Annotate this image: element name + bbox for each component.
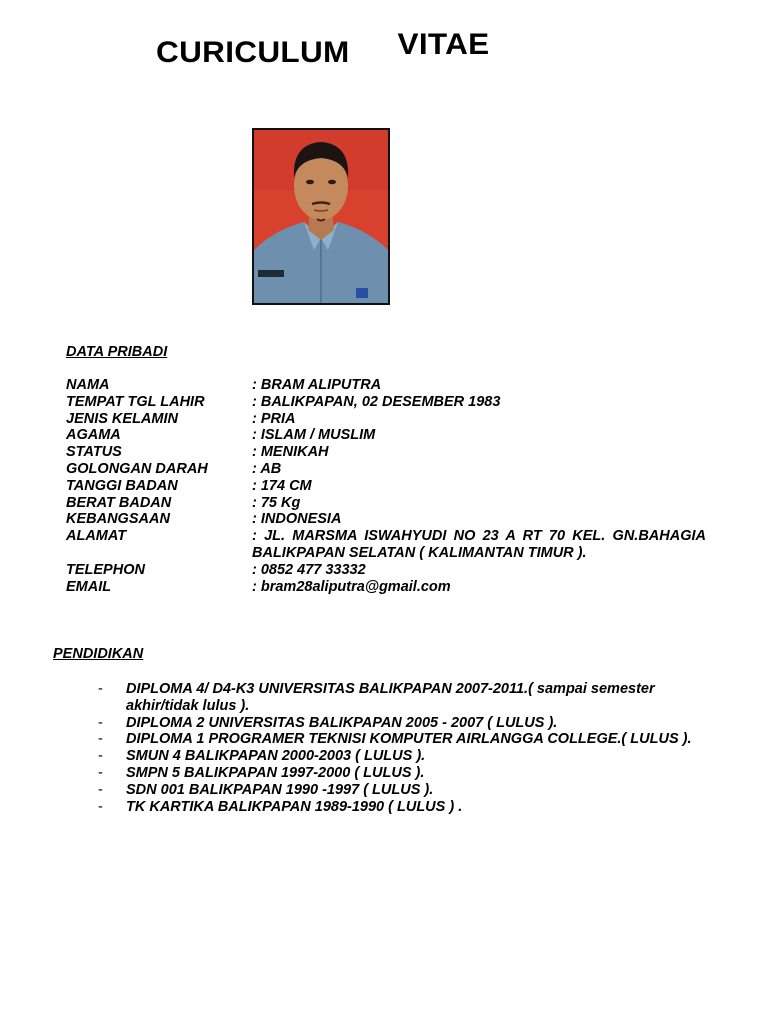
field-label: AGAMA bbox=[66, 427, 121, 444]
field-label: TEMPAT TGL LAHIR bbox=[66, 393, 205, 410]
field-value: : bram28aliputra@gmail.com bbox=[252, 578, 451, 595]
field-value: : BALIKPAPAN, 02 DESEMBER 1983 bbox=[252, 393, 501, 410]
field-value: : 75 Kg bbox=[252, 494, 301, 511]
field-label: JENIS KELAMIN bbox=[66, 410, 178, 427]
bullet-dash: - bbox=[98, 798, 103, 815]
personal-row-tanggi-badan bbox=[66, 478, 706, 495]
personal-data-table bbox=[66, 377, 706, 595]
field-value: : PRIA bbox=[252, 410, 296, 427]
bullet-dash: - bbox=[98, 781, 103, 798]
education-entry: DIPLOMA 4/ D4-K3 UNIVERSITAS BALIKPAPAN 2007-2011.( sampai semester akhir/tidak lulus ). bbox=[126, 681, 655, 714]
field-value: : ISLAM / MUSLIM bbox=[252, 427, 376, 444]
field-label: KEBANGSAAN bbox=[66, 511, 170, 528]
personal-row-berat-badan bbox=[66, 495, 706, 512]
education-entry: DIPLOMA 2 UNIVERSITAS BALIKPAPAN 2005 - 2007 ( LULUS ). bbox=[126, 714, 558, 731]
personal-row-status bbox=[66, 444, 706, 461]
field-label: TANGGI BADAN bbox=[66, 477, 178, 494]
bullet-dash: - bbox=[98, 764, 103, 781]
section-heading-data-pribadi: DATA PRIBADI bbox=[66, 344, 168, 360]
personal-row-email bbox=[66, 579, 706, 596]
field-value: : INDONESIA bbox=[252, 511, 342, 528]
field-value: : MENIKAH bbox=[252, 444, 329, 461]
list-item bbox=[96, 715, 706, 732]
list-item bbox=[96, 731, 706, 748]
title-word-curiculum: CURICULUM bbox=[156, 36, 350, 69]
personal-row-tempat-tgl-lahir bbox=[66, 394, 706, 411]
education-entry: DIPLOMA 1 PROGRAMER TEKNISI KOMPUTER AIRLANGGA COLLEGE.( LULUS ). bbox=[126, 731, 692, 748]
field-label: TELEPHON bbox=[66, 561, 145, 578]
personal-row-telephon bbox=[66, 562, 706, 579]
education-entry: SDN 001 BALIKPAPAN 1990 -1997 ( LULUS ). bbox=[126, 781, 434, 798]
field-label: STATUS bbox=[66, 444, 122, 461]
education-entry: TK KARTIKA BALIKPAPAN 1989-1990 ( LULUS ) . bbox=[126, 798, 463, 815]
title-word-vitae: VITAE bbox=[397, 28, 490, 61]
personal-row-kebangsaan bbox=[66, 511, 706, 528]
section-heading-pendidikan: PENDIDIKAN bbox=[53, 646, 144, 662]
list-item bbox=[96, 765, 706, 782]
bullet-dash: - bbox=[98, 714, 103, 731]
personal-row-nama bbox=[66, 377, 706, 394]
field-label: GOLONGAN DARAH bbox=[66, 460, 208, 477]
field-label: BERAT BADAN bbox=[66, 494, 172, 511]
field-label: NAMA bbox=[66, 377, 110, 393]
personal-row-jenis-kelamin bbox=[66, 411, 706, 428]
field-value: : 174 CM bbox=[252, 477, 312, 494]
field-label: ALAMAT bbox=[66, 528, 127, 545]
personal-row-golongan-darah bbox=[66, 461, 706, 478]
profile-photo bbox=[252, 128, 390, 305]
field-value: : BRAM ALIPUTRA bbox=[252, 377, 382, 393]
list-item bbox=[96, 782, 706, 799]
field-value: : 0852 477 33332 bbox=[252, 561, 366, 578]
list-item bbox=[96, 681, 706, 715]
education-entry: SMPN 5 BALIKPAPAN 1997-2000 ( LULUS ). bbox=[126, 764, 425, 781]
field-label: EMAIL bbox=[66, 578, 112, 595]
list-item bbox=[96, 799, 706, 816]
education-list bbox=[96, 681, 706, 815]
list-item bbox=[96, 748, 706, 765]
personal-row-agama bbox=[66, 427, 706, 444]
field-value: : JL. MARSMA ISWAHYUDI NO 23 A RT 70 KEL. GN.BAHAGIA BALIKPAPAN SELATAN ( KALIMANTAN TIMUR ). bbox=[252, 528, 706, 561]
personal-row-alamat bbox=[66, 528, 706, 562]
bullet-dash: - bbox=[98, 748, 103, 765]
bullet-dash: - bbox=[98, 731, 103, 748]
education-entry: SMUN 4 BALIKPAPAN 2000-2003 ( LULUS ). bbox=[126, 748, 426, 765]
field-value: : AB bbox=[252, 460, 282, 477]
bullet-dash: - bbox=[98, 681, 103, 697]
